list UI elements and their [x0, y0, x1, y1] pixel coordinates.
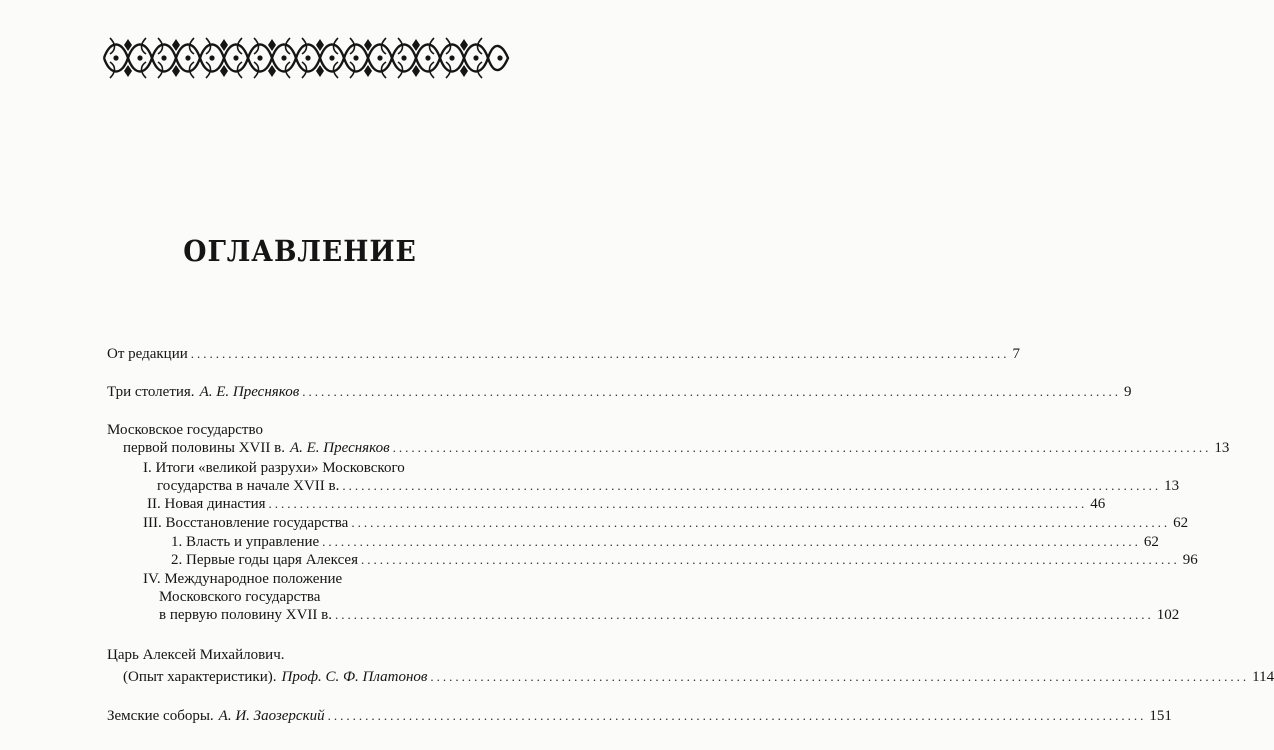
leader-dots: ................................................................................................................................... [430, 669, 1250, 684]
toc-title: первой половины XVII в. [123, 440, 285, 456]
ornament-band [104, 36, 512, 80]
toc-page: 102 [1156, 607, 1180, 623]
toc-title-line: Московское государство [107, 422, 263, 438]
toc-entry-three-centuries[interactable] [107, 383, 1132, 401]
toc-entry-zemsky-sobors[interactable] [107, 707, 1172, 725]
toc-title: 2. Первые годы царя Алексея [171, 552, 358, 568]
leader-dots: ................................................................................................................................... [190, 346, 1010, 361]
toc-page: 62 [1173, 515, 1189, 531]
toc-author: А. Е. Пресняков [199, 384, 300, 400]
toc-entry-tsar-alexei[interactable] [107, 646, 1274, 686]
toc-entry-section-1[interactable] [107, 533, 1159, 551]
toc-title-line: Царь Алексей Михайлович. [107, 647, 285, 663]
toc-page: 96 [1182, 552, 1198, 568]
leader-dots: ................................................................................................................................... [361, 552, 1180, 567]
toc-title: Земские соборы. [107, 708, 214, 724]
toc-title-line: IV. Международное положение [143, 571, 343, 587]
leader-dots: ................................................................................................................................... [268, 496, 1088, 511]
toc-title: в первую половину XVII в. [159, 607, 332, 623]
leader-dots: ................................................................................................................................... [322, 534, 1141, 549]
toc-page: 13 [1164, 478, 1180, 494]
leader-dots: ................................................................................................................................... [302, 384, 1121, 399]
toc-entry-moscow-state[interactable] [107, 421, 1230, 457]
toc-page: 114 [1252, 669, 1274, 685]
toc-page: 46 [1090, 496, 1106, 512]
leader-dots: ................................................................................................................................... [334, 607, 1154, 622]
toc-page: 151 [1149, 708, 1172, 724]
toc-entry-chapter-3[interactable] [107, 514, 1189, 532]
leader-dots: ................................................................................................................................... [342, 478, 1162, 493]
toc-entry-chapter-1[interactable] [107, 459, 1180, 495]
leader-dots: ................................................................................................................................... [351, 515, 1171, 530]
toc-page: 9 [1123, 384, 1132, 400]
page-title: ОГЛАВЛЕНИЕ [183, 234, 417, 268]
toc-title: II. Новая династия [147, 496, 266, 512]
toc-page: 7 [1012, 346, 1021, 362]
toc-title: 1. Власть и управление [171, 534, 320, 550]
toc-entry-editorial[interactable] [107, 345, 1021, 363]
toc-title: (Опыт характеристики). [123, 669, 277, 685]
leader-dots: ................................................................................................................................... [392, 440, 1212, 455]
toc-page: 62 [1143, 534, 1159, 550]
toc-title: государства в начале XVII в. [157, 478, 340, 494]
toc-entry-section-2[interactable] [107, 551, 1198, 569]
toc-page: 13 [1214, 440, 1230, 456]
toc-entry-chapter-4[interactable] [107, 570, 1180, 624]
toc-title: III. Восстановление государства [143, 515, 349, 531]
toc-author: А. И. Заозерский [218, 708, 325, 724]
toc-author: Проф. С. Ф. Платонов [281, 669, 428, 685]
toc-title-line: I. Итоги «великой разрухи» Московского [143, 460, 405, 476]
toc-title-line: Московского государства [159, 589, 321, 605]
toc-author: А. Е. Пресняков [289, 440, 390, 456]
toc-entry-chapter-2[interactable] [107, 495, 1106, 513]
toc-title: От редакции [107, 346, 188, 362]
leader-dots: ................................................................................................................................... [327, 708, 1147, 723]
toc-title: Три столетия. [107, 384, 195, 400]
